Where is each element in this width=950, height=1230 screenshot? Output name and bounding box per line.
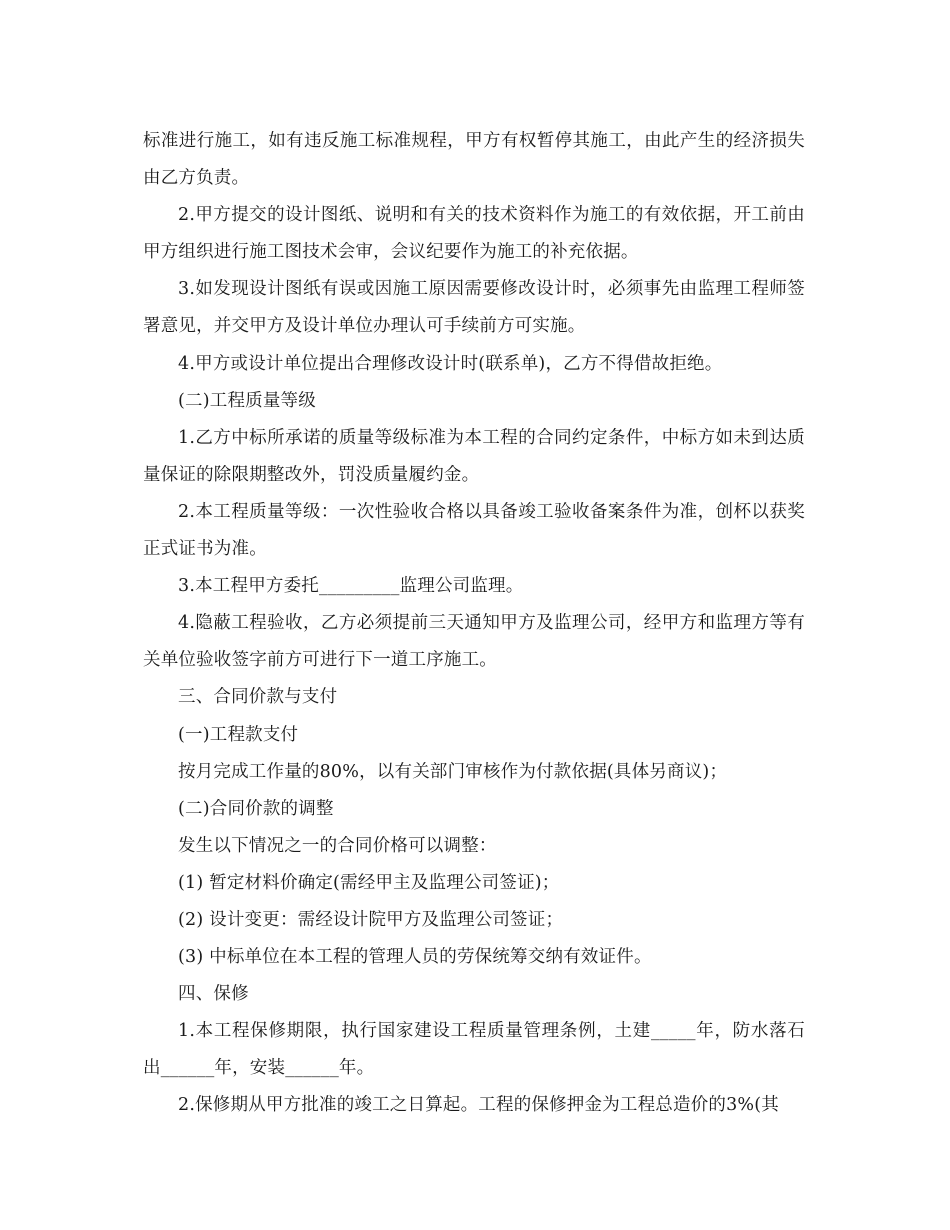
paragraph-1: 标准进行施工，如有违反施工标准规程，甲方有权暂停其施工，由此产生的经济损失由乙方负责。	[143, 131, 805, 189]
section-heading-warranty: 四、保修	[178, 984, 249, 1005]
list-item-2: (2) 设计变更：需经设计院甲方及监理公司签证；	[178, 909, 564, 930]
subsection-heading-price-adjustment: (二)合同价款的调整	[178, 798, 334, 819]
paragraph-8: 3.本工程甲方委托_________监理公司监理。	[178, 576, 524, 597]
paragraph-12: 按月完成工作量的80%，以有关部门审核作为付款依据(具体另商议)；	[178, 761, 728, 782]
paragraph-9: 4.隐蔽工程验收，乙方必须提前三天通知甲方及监理公司，经甲方和监理方等有关单位验收签字前方可进行下一道工序施工。	[143, 613, 805, 671]
paragraph-2: 2.甲方提交的设计图纸、说明和有关的技术资料作为施工的有效依据，开工前由甲方组织进行施工图技术会审，会议纪要作为施工的补充依据。	[143, 205, 805, 263]
paragraph-3: 3.如发现设计图纸有误或因施工原因需要修改设计时，必须事先由监理工程师签署意见，并交甲方及设计单位办理认可手续前方可实施。	[143, 279, 805, 337]
paragraph-19: 1.本工程保修期限，执行国家建设工程质量管理条例，土建_____年，防水落石出______年，安装______年。	[143, 1021, 805, 1079]
paragraph-14: 发生以下情况之一的合同价格可以调整：	[178, 835, 497, 856]
paragraph-7: 2.本工程质量等级：一次性验收合格以具备竣工验收备案条件为准，创杯以获奖正式证书为准。	[143, 501, 805, 560]
document-body	[143, 123, 805, 1125]
paragraph-20: 2.保修期从甲方批准的竣工之日算起。工程的保修押金为工程总造价的3%(其	[178, 1095, 779, 1116]
section-heading-quality-grade: (二)工程质量等级	[178, 390, 316, 411]
paragraph-4: 4.甲方或设计单位提出合理修改设计时(联系单)，乙方不得借故拒绝。	[178, 353, 723, 374]
paragraph-6: 1.乙方中标所承诺的质量等级标准为本工程的合同约定条件，中标方如未到达质量保证的除限期整改外，罚没质量履约金。	[143, 427, 805, 485]
list-item-1: (1) 暂定材料价确定(需经甲主及监理公司签证)；	[178, 872, 560, 893]
subsection-heading-payment: (一)工程款支付	[178, 724, 299, 745]
list-item-3: (3) 中标单位在本工程的管理人员的劳保统筹交纳有效证件。	[178, 947, 652, 968]
section-heading-contract-price: 三、合同价款与支付	[178, 687, 338, 708]
